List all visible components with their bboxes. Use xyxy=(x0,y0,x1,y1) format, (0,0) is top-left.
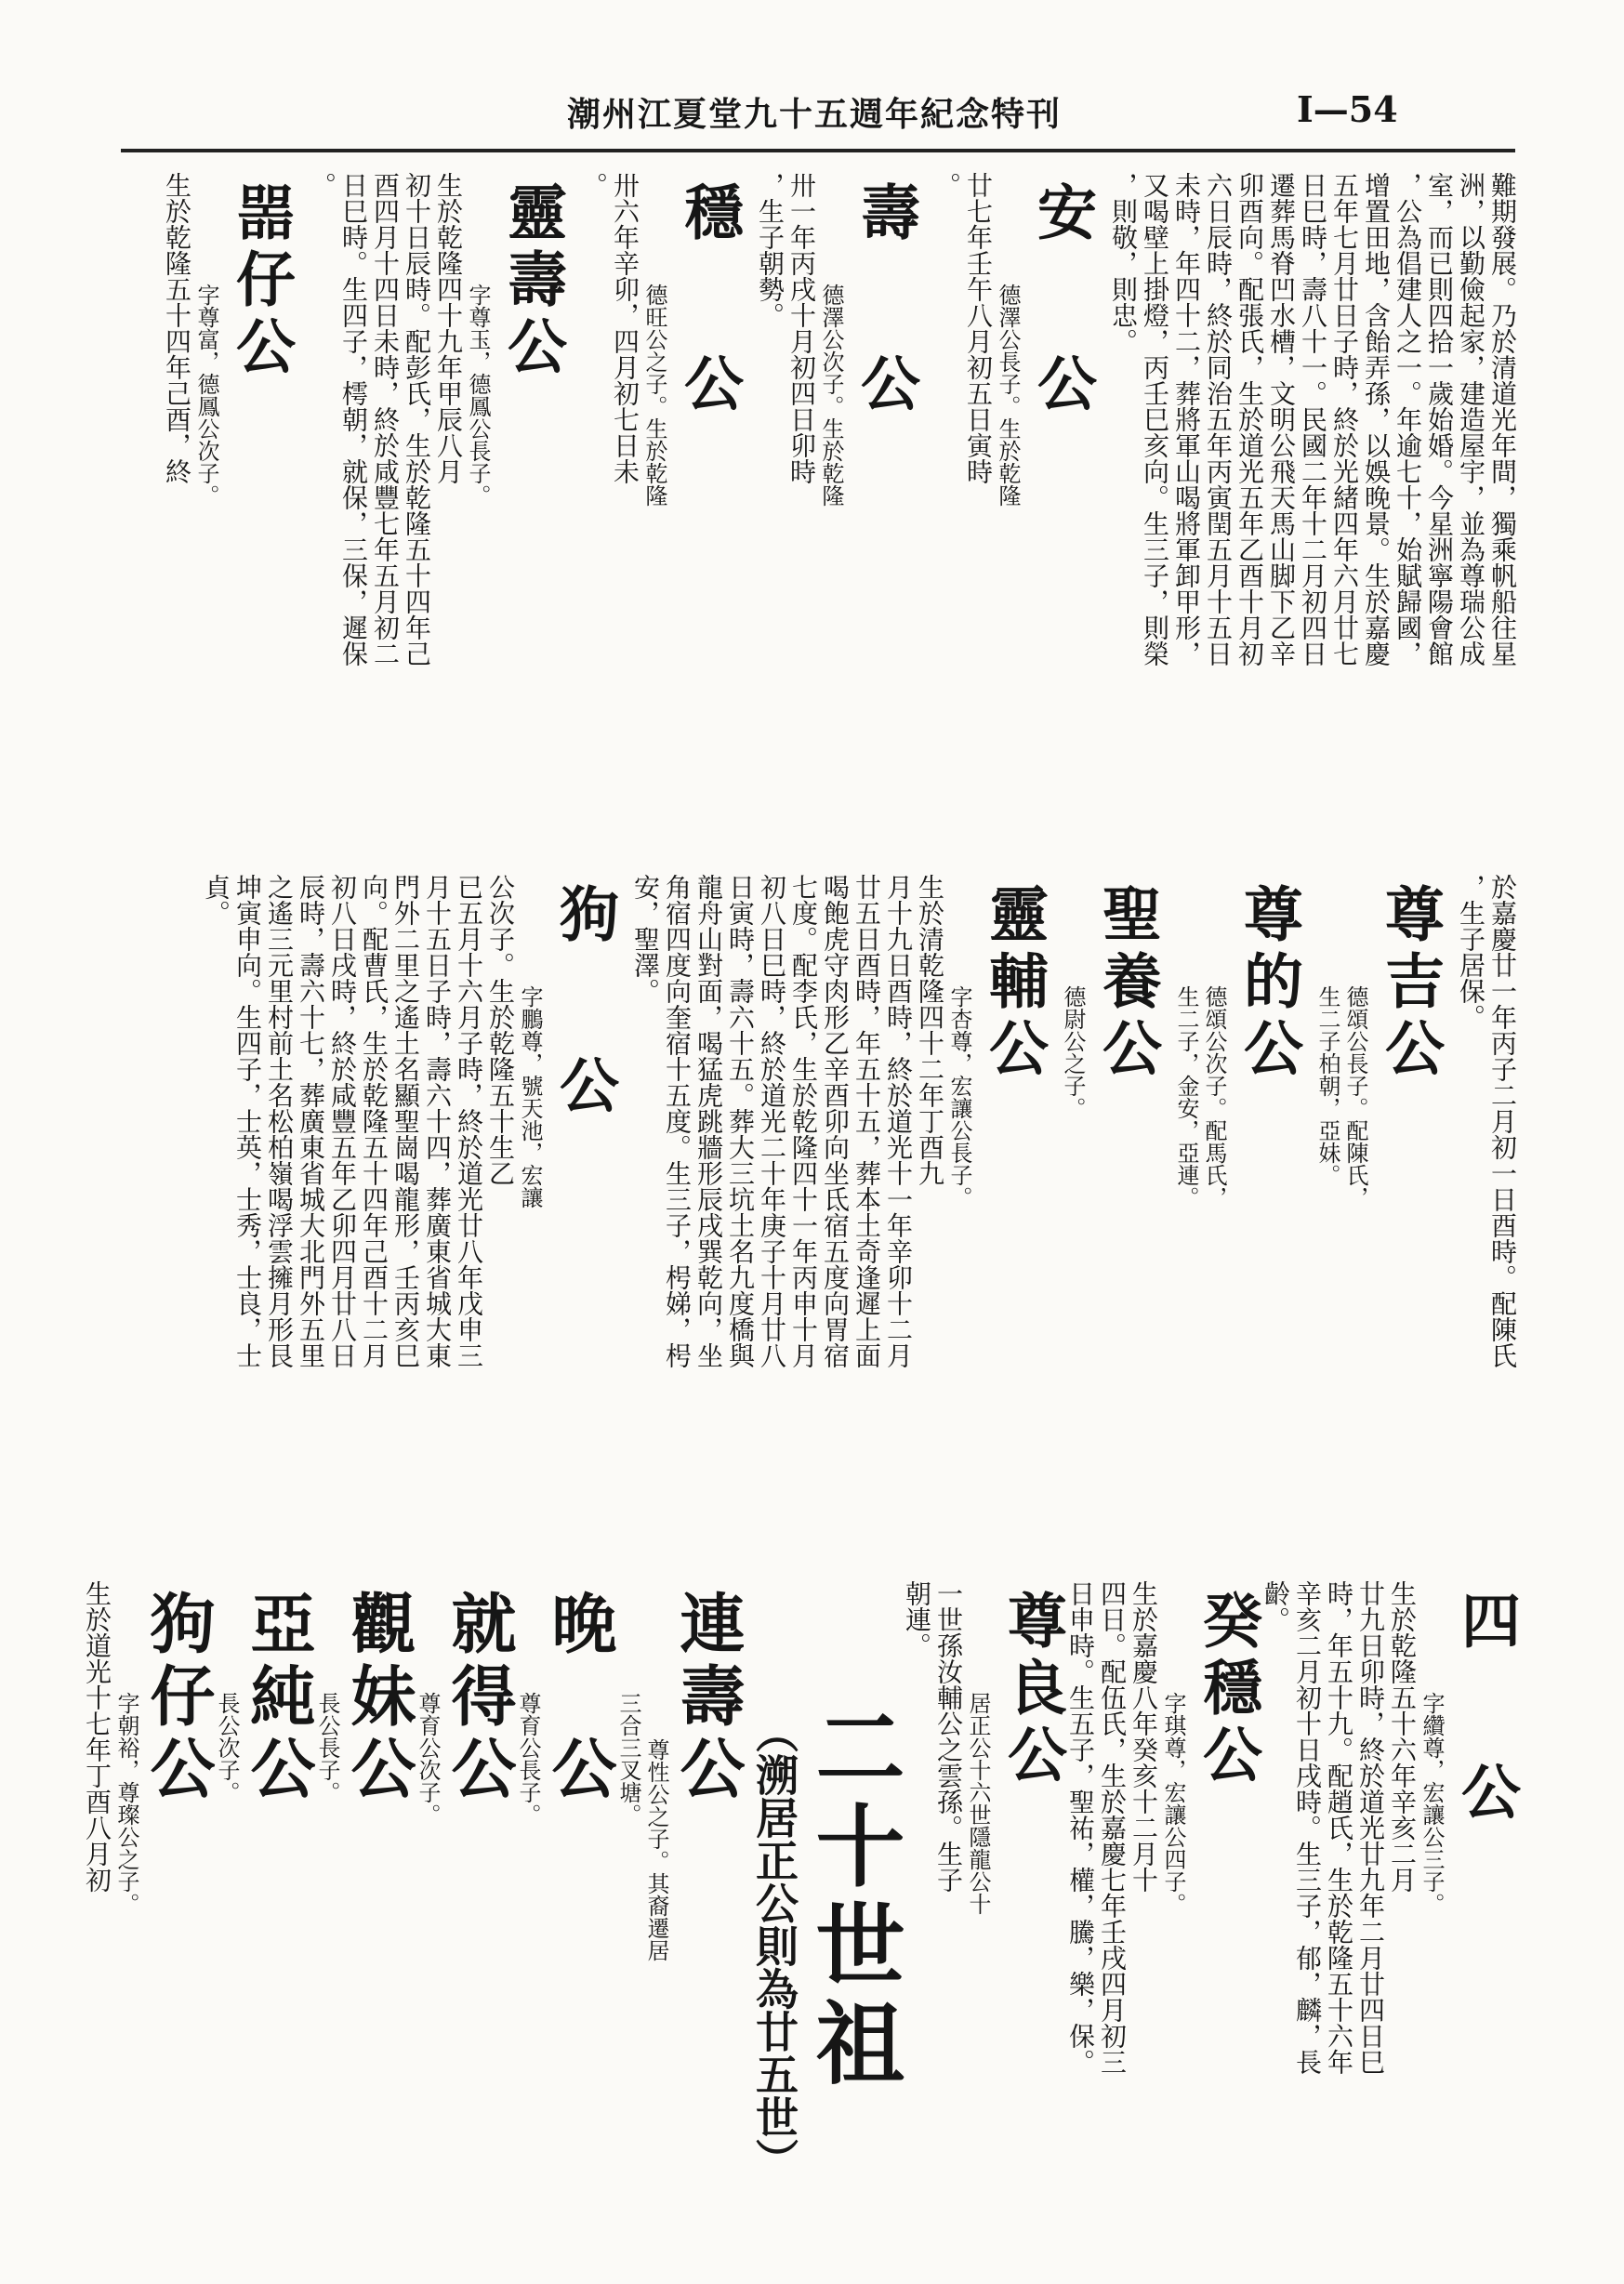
ancestor-name: 狗仔公 xyxy=(139,1590,217,1807)
entry-text: 字琪尊，宏讓公四子。 xyxy=(1160,1692,1186,1915)
generation-title: 二十世祖 xyxy=(801,1701,906,2095)
text-column: ，則敬，則忠。 xyxy=(1108,172,1139,354)
entry-text: 卅六年辛卯，四月初七日未 xyxy=(610,172,640,484)
entry-text: 尊育公次子。 xyxy=(415,1692,441,1826)
entry-text: 角宿四度向奎宿十五度。生三子，枵娣，枵 xyxy=(662,874,693,1368)
entry-text: 門外二里之遙土名顯聖崗喝龍形，壬丙亥巳 xyxy=(390,874,421,1368)
ancestor-name: 穩 公 xyxy=(674,181,744,438)
entry-text: 初八日戌時，終於咸豐五年乙卯四月廿八日 xyxy=(327,874,358,1368)
entry-text: 廿七年壬午八月初五日寅時 xyxy=(963,172,994,484)
ancestor-name: 亞純公 xyxy=(240,1590,317,1807)
text-column: 五年七月廿日子時，終於光緒四年六月廿七 xyxy=(1329,172,1360,667)
entry-text: 。 xyxy=(931,172,962,198)
entry-text: 七度。配李氏，生於乾隆四十一年丙申十月 xyxy=(788,874,819,1368)
text-column: 增置田地，含飴弄孫，以娛晚景。生於嘉慶 xyxy=(1361,172,1392,667)
entry-text: 字鵬尊，號天池，宏讓 xyxy=(517,985,543,1208)
entry-text: 尊性公之子。其裔遷居 xyxy=(643,1738,669,1961)
band-1 xyxy=(121,172,1518,823)
entry-text: 生於清乾隆四十二年丁酉九 xyxy=(915,874,945,1186)
ancestor-name: 四 公 xyxy=(1451,1590,1521,1846)
ancestor-name: 尊良公 xyxy=(997,1590,1067,1790)
ancestor-name: 晚 公 xyxy=(541,1590,618,1807)
entry-text: 字纘尊，宏讓公三子。 xyxy=(1419,1692,1445,1915)
entry-text: 一世孫汝輔公之雲孫。生子 xyxy=(933,1580,964,1893)
entry-text: 已五月十六月子時，終於道光廿八年戊申三 xyxy=(454,874,484,1368)
ancestor-name: 尊吉公 xyxy=(1375,883,1445,1084)
ancestor-name: 觀妹公 xyxy=(340,1590,417,1807)
entry-text: 之遙三元里村前土名松柏嶺喝浮雲擁月形艮 xyxy=(264,874,295,1368)
ancestor-name: 靈輔公 xyxy=(979,883,1049,1084)
text-column: 六日辰時，終於同治五年丙寅閏五月十五日 xyxy=(1203,172,1234,667)
entry-text: 。 xyxy=(578,172,609,198)
ancestor-name: 連壽公 xyxy=(669,1590,746,1807)
entry-text: 。 xyxy=(307,172,337,198)
entry-text: 日寅時，壽六十五。葬大三坑土名九度橋與 xyxy=(725,874,756,1368)
entry-text: 初十日辰時。配彭氏，生於乾隆五十四年己 xyxy=(402,172,432,667)
entry-text: 生於道光十七年丁酉八月初 xyxy=(82,1580,112,1893)
entry-text: 德澤公次子。生於乾隆 xyxy=(818,284,844,507)
ancestor-name: 壽 公 xyxy=(851,181,920,438)
ancestor-name: 聖養公 xyxy=(1092,883,1162,1084)
entry-text: 日申時。生五子，聖祐，權，騰，樂，保。 xyxy=(1065,1580,1096,2075)
band-2 xyxy=(121,874,1518,1571)
text-column: 遷葬馬脊凹水槽，文明公飛天馬山脚下乙辛 xyxy=(1266,172,1297,667)
entry-text: 坤寅申向。生四子，士英，士秀，士良，士 xyxy=(232,874,263,1368)
text-column: 又喝壁上掛燈，丙壬巳亥向。生三子，則榮 xyxy=(1140,172,1170,667)
entry-text: 長公長子。 xyxy=(314,1692,340,1803)
entry-text: 龍舟山對面，喝猛虎跳牆形辰戌巽乾向，坐 xyxy=(693,874,724,1368)
ancestor-name: 噐仔公 xyxy=(226,181,296,382)
entry-text: ，生子朝勢。 xyxy=(755,172,786,328)
entry-text: 居正公十六世隱龍公十 xyxy=(965,1692,991,1915)
ancestor-name: 癸穩公 xyxy=(1193,1590,1262,1790)
entry-text: 卅一年丙戌十月初四日卯時 xyxy=(786,172,817,484)
entry-text: 生於嘉慶八年癸亥十二月十 xyxy=(1129,1580,1159,1893)
entry-text: 喝飽虎守肉形乙辛酉卯向坐氐宿五度向胃宿 xyxy=(820,874,851,1368)
text-column: 卯酉向。配張氏，生於道光五年乙酉十月初 xyxy=(1235,172,1265,667)
entry-text: 生於乾隆四十九年甲辰八月 xyxy=(433,172,464,484)
entry-text: 酉四月十四日未時，終於咸豐七年五月初二 xyxy=(370,172,401,667)
entry-text: 日巳時。生四子，樗朝，就保，三保，遲保 xyxy=(338,172,369,667)
entry-text: 字尊玉，德鳳公長子。 xyxy=(465,284,491,507)
entry-text: 生二子，金安，亞連。 xyxy=(1173,985,1199,1208)
ancestor-name: 就得公 xyxy=(441,1590,518,1807)
entry-text: 德頌公長子。配陳氏， xyxy=(1342,985,1368,1208)
header-title: 潮州江夏堂九十五週年紀念特刊 xyxy=(567,95,1063,134)
generation-note: （溯居正公則為廿五世） xyxy=(749,1710,799,2181)
text-column: 於嘉慶廿一年丙子二月初一日酉時。配陳氏 xyxy=(1487,874,1518,1368)
text-column: 洲，以勤儉起家，建造屋宇，並為尊瑞公成 xyxy=(1456,172,1486,667)
entry-text: 德頌公次子。配馬氏， xyxy=(1201,985,1227,1208)
entry-text: 四日。配伍氏，生於嘉慶七年壬戌四月初三 xyxy=(1097,1580,1128,2075)
entry-text: 時，年五十九。配趙氏，生於乾隆五十六年 xyxy=(1324,1580,1354,2075)
entry-text: 德旺公之子。生於乾隆 xyxy=(641,284,667,507)
entry-text: 德澤公長子。生於乾隆 xyxy=(995,284,1021,507)
text-column: ，公為倡建人之一。年逾七十，始賦歸國， xyxy=(1393,172,1423,667)
ancestor-name: 安 公 xyxy=(1027,181,1097,438)
entry-text: 三合三叉塘。 xyxy=(615,1692,641,1826)
entry-text: 安，聖澤。 xyxy=(630,874,661,1004)
entry-text: 辰時，壽六十七，葬廣東省城大北門外五里 xyxy=(296,874,326,1368)
entry-text: 齡。 xyxy=(1261,1580,1291,1632)
entry-text: 初八日巳時，終於道光二十年庚子十月廿八 xyxy=(757,874,787,1368)
entry-text: 尊育公長子。 xyxy=(515,1692,541,1826)
entry-text: 字尊富，德鳳公次子。 xyxy=(193,284,219,507)
entry-text: 生於乾隆五十四年己酉，終 xyxy=(162,172,192,484)
entry-text: 貞。 xyxy=(201,874,231,926)
entry-text: 字杏尊，宏讓公長子。 xyxy=(946,985,972,1208)
text-column: ，生子居保。 xyxy=(1456,874,1486,1030)
entry-text: 向。配曹氏，生於乾隆五十四年己酉十二月 xyxy=(359,874,389,1368)
text-column: 日巳時，壽八十一。民國二年十二月初四日 xyxy=(1298,172,1328,667)
page-number: I—54 xyxy=(1297,88,1398,130)
ancestor-name: 尊的公 xyxy=(1234,883,1303,1084)
entry-text: 朝連。 xyxy=(902,1580,932,1658)
ancestor-name: 狗 公 xyxy=(549,883,619,1140)
entry-text: 月十五日子時，壽六十四，葬廣東省城大東 xyxy=(422,874,453,1368)
band-3 xyxy=(82,1580,1521,2231)
entry-text: 辛亥二月初十日戌時。生三子，郁，麟，長 xyxy=(1292,1580,1323,2075)
entry-text: 月十九日酉時，終於道光十一年辛卯十二月 xyxy=(883,874,914,1368)
entry-text: 廿九日卯時，終於道光廿九年二月廿四日巳 xyxy=(1355,1580,1386,2075)
header-rule xyxy=(121,149,1515,152)
text-column: 未時，年四十二，葬將軍山喝將軍卸甲形， xyxy=(1171,172,1202,667)
text-column: 室，而已則四拾一歲始婚。今星洲寧陽會館 xyxy=(1424,172,1455,667)
text-column: 難期發展。乃於清道光年間，獨乘帆船往星 xyxy=(1487,172,1518,667)
entry-text: 公次子。生於乾隆五十生乙 xyxy=(485,874,516,1186)
entry-text: 廿五日酉時，年五十五，葬本土奇逢遲上面 xyxy=(852,874,882,1368)
entry-text: 生二子柏朝，亞妹。 xyxy=(1314,985,1340,1186)
entry-text: 長公次子。 xyxy=(214,1692,240,1803)
entry-text: 德尉公之子。 xyxy=(1060,985,1086,1119)
entry-text: 字朝裕，尊璨公之子。 xyxy=(113,1692,139,1915)
entry-text: 生於乾隆五十六年辛亥二月 xyxy=(1387,1580,1418,1893)
ancestor-name: 靈壽公 xyxy=(497,181,567,382)
